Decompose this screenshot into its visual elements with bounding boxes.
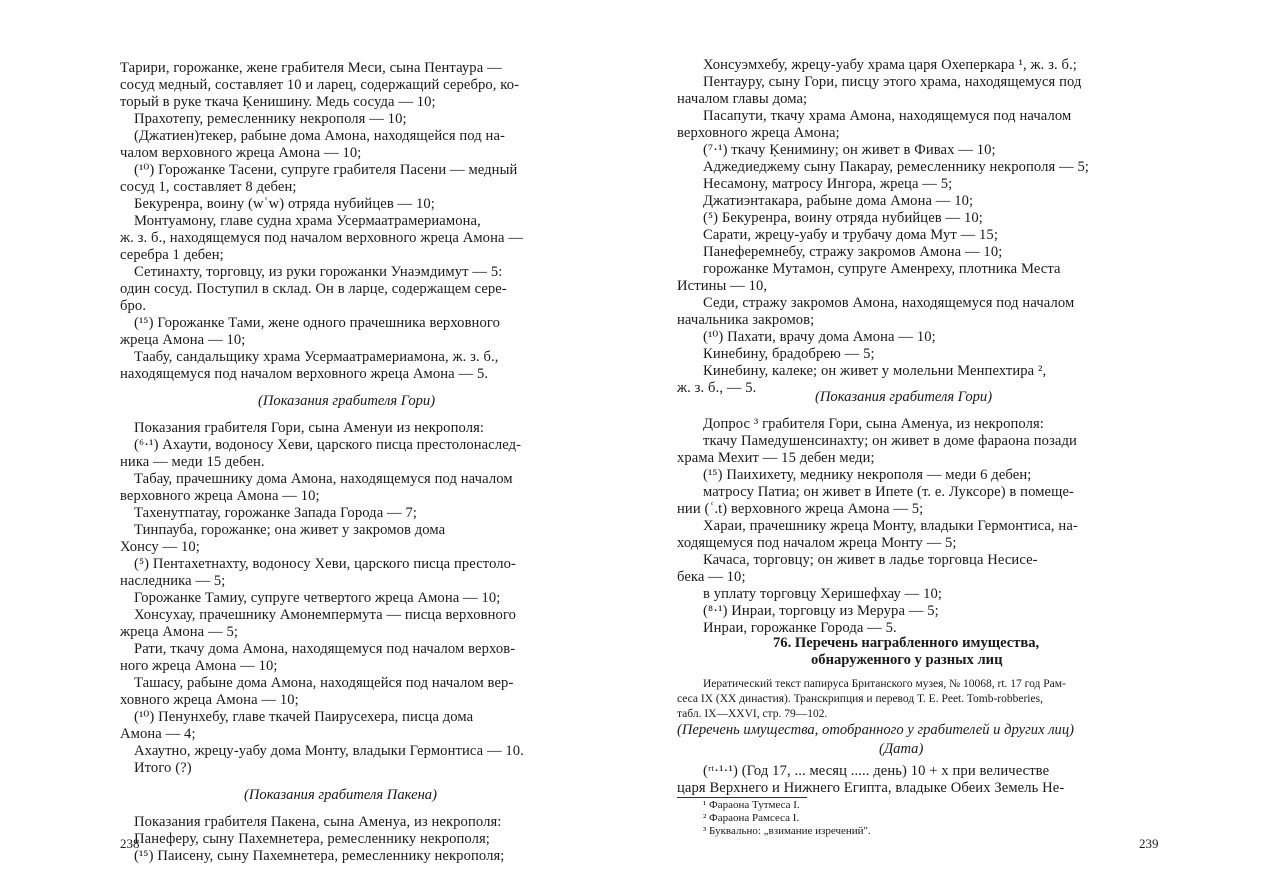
text-line: Несамону, матросу Ингора, жреца — 5; [703,176,953,192]
text-line: (⁵) Бекуренра, воину отряда нубийцев — 10; [703,210,983,226]
footnote-rule [677,797,807,798]
text-line: (⁵) Пентахетнахту, водоносу Хеви, царского писца престоло- [134,556,517,572]
text-line: Панеферу, сыну Пахемнетера, ремесленнику некрополя; [134,831,490,847]
text-line: серебра 1 дебен; [120,247,224,263]
text-line: (¹⁵) Паисену, сыну Пахемнетера, ремесленнику некрополя; [134,848,505,864]
text-line: (Джатиен)текер, рабыне дома Амона, находящейся под на- [134,128,505,144]
text-line: Прахотепу, ремесленнику некрополя — 10; [134,111,407,127]
text-line: Аджедиеджему сыну Пакарау, ремесленнику некрополя — 5; [703,159,1090,175]
text-line: ного жреца Амона — 10; [120,658,278,674]
text-line: сосуд медный, составляет 10 и ларец, содержащий серебро, ко- [120,77,520,93]
text-line: Тахенутпатау, горожанке Запада Города — 7; [134,505,418,521]
text-line: (¹⁰) Пенунхебу, главе ткачей Паирусехера, писца дома [134,709,474,725]
footnote: ² Фараона Рамсеса I. [703,812,800,824]
text-line: ж. з. б., находящемуся под началом верховного жреца Амона — [120,230,524,246]
text-line: чалом верховного жреца Амона — 10; [120,145,362,161]
text-line: один сосуд. Поступил в склад. Он в ларце, содержащем сере- [120,281,507,297]
page-number-left: 238 [120,836,140,851]
text-line: бро. [120,298,147,314]
text-line: Показания грабителя Гори, сына Аменуи из некрополя: [134,420,485,436]
section-heading: (Показания грабителя Гори) [815,389,993,405]
source-note: табл. IX—XXVI, стр. 79—102. [677,708,828,720]
text-line: Ахаутно, жрецу-уабу дома Монту, владыки Гермонтиса — 10. [134,743,524,759]
text-line: царя Верхнего и Нижнего Египта, владыке Обеих Земель Не- [677,780,1065,796]
text-line: Монтуамону, главе судна храма Усермаатрамериамона, [134,213,481,229]
text-line: ника — меди 15 дебен. [120,454,265,470]
section-heading: (Показания грабителя Гори) [258,393,436,409]
text-line: Кинебину, брадобрею — 5; [703,346,875,362]
text-line: Хонсу — 10; [120,539,200,555]
text-line: жреца Амона — 5; [120,624,238,640]
text-line: ткачу Памедушенсинахту; он живет в доме фараона позади [703,433,1077,449]
text-line: Табау, прачешнику дома Амона, находящемуся под началом [134,471,513,487]
text-line: Качаса, торговцу; он живет в ладье торговца Несисе- [703,552,1038,568]
text-line: (¹⁰) Горожанке Тасени, супруге грабителя Пасени — медный [134,162,518,178]
text-line: верховного жреца Амона; [677,125,840,141]
footnote: ³ Буквально: „взимание изречений". [703,825,871,837]
text-line: Амона — 4; [120,726,196,742]
text-line: бека — 10; [677,569,746,585]
text-line: (¹⁰) Пахати, врачу дома Амона — 10; [703,329,936,345]
text-line: Пасапути, ткачу храма Амона, находящемуся под началом [703,108,1072,124]
source-note: Иератический текст папируса Британского музея, № 10068, rt. 17 год Рам- [703,678,1066,690]
text-line: (⁷·¹) ткачу Ķенимину; он живет в Фивах — 10; [703,142,996,158]
text-line: верховного жреца Амона — 10; [120,488,320,504]
text-line: началом главы дома; [677,91,808,107]
chapter-title: 76. Перечень награбленного имущества, [773,635,1040,651]
text-line: сосуд 1, составляет 8 дебен; [120,179,297,195]
chapter-title: обнаруженного у разных лиц [811,652,1003,668]
text-line: Хараи, прачешнику жреца Монту, владыки Гермонтиса, на- [703,518,1078,534]
section-heading: (Дата) [879,741,924,757]
text-line: Пентауру, сыну Гори, писцу этого храма, находящемуся под [703,74,1082,90]
source-note: сеса IX (XX династия). Транскрипция и перевод Т. Е. Peet. Tomb-robberies, [677,693,1043,705]
text-line: начальника закромов; [677,312,815,328]
text-line: Итого (?) [134,760,192,776]
text-line: Кинебину, калеке; он живет у молельни Менпехтира ², [703,363,1047,379]
text-line: Бекуренра, воину (wʿw) отряда нубийцев — 10; [134,196,435,212]
text-line: ховного жреца Амона — 10; [120,692,299,708]
text-line: Показания грабителя Пакена, сына Аменуа, из некрополя: [134,814,502,830]
text-line: храма Мехит — 15 дебен меди; [677,450,875,466]
text-line: Ташасу, рабыне дома Амона, находящейся под началом вер- [134,675,514,691]
text-line: наследника — 5; [120,573,226,589]
footnote: ¹ Фараона Тутмеса I. [703,799,800,811]
text-line: находящемуся под началом верховного жреца Амона — 5. [120,366,489,382]
text-line: жреца Амона — 10; [120,332,246,348]
text-line: Инраи, горожанке Города — 5. [703,620,897,636]
text-line: Тинпауба, горожанке; она живет у закромов дома [134,522,446,538]
text-line: Панеферемнебу, стражу закромов Амона — 10; [703,244,1003,260]
text-line: Рати, ткачу дома Амона, находящемуся под началом верхов- [134,641,516,657]
text-line: (¹⁵) Паихихету, меднику некрополя — меди 6 дебен; [703,467,1032,483]
text-line: Джатиэнтакара, рабыне дома Амона — 10; [703,193,974,209]
text-line: ходящемуся под началом жреца Монту — 5; [677,535,957,551]
text-line: Седи, стражу закромов Амона, находящемуся под началом [703,295,1075,311]
text-line: Хонсухау, прачешнику Амонемпермута — писца верховного [134,607,517,623]
text-line: Истины — 10, [677,278,768,294]
text-line: Горожанке Тамиу, супруге четвертого жреца Амона — 10; [134,590,501,606]
text-line: торый в руке ткача Ķенишину. Медь сосуда — 10; [120,94,436,110]
text-line: Сетинахту, торговцу, из руки горожанки Унаэмдимут — 5: [134,264,503,280]
text-line: ж. з. б., — 5. [677,380,757,396]
text-line: Сарати, жрецу-уабу и трубачу дома Мут — 15; [703,227,998,243]
text-line: горожанке Мутамон, супруге Аменреху, плотника Места [703,261,1061,277]
text-line: (¹⁵) Горожанке Тами, жене одного прачешника верховного [134,315,500,331]
text-line: Хонсуэмхебу, жрецу-уабу храма царя Охеперкара ¹, ж. з. б.; [703,57,1077,73]
text-line: Тарири, горожанке, жене грабителя Меси, сына Пентаура — [120,60,502,76]
section-heading: (Перечень имущества, отобранного у грабителей и других лиц) [677,722,1075,738]
text-line: Допрос ³ грабителя Гори, сына Аменуа, из некрополя: [703,416,1044,432]
page-number-right: 239 [1139,836,1159,851]
section-heading: (Показания грабителя Пакена) [244,787,437,803]
text-line: (⁸·¹) Инраи, торговцу из Мерура — 5; [703,603,939,619]
text-line: (ʳᵗ·¹·¹) (Год 17, ... месяц ..... день) 10 + x при величестве [703,763,1050,779]
text-line: матросу Патиа; он живет в Ипете (т. е. Луксоре) в помеще- [703,484,1074,500]
text-line: (⁶·¹) Ахаути, водоносу Хеви, царского писца престолонаслед- [134,437,522,453]
text-line: нии (ʿ.t) верховного жреца Амона — 5; [677,501,924,517]
text-line: Таабу, сандальщику храма Усермаатрамериамона, ж. з. б., [134,349,499,365]
text-line: в уплату торговцу Херишефхау — 10; [703,586,943,602]
